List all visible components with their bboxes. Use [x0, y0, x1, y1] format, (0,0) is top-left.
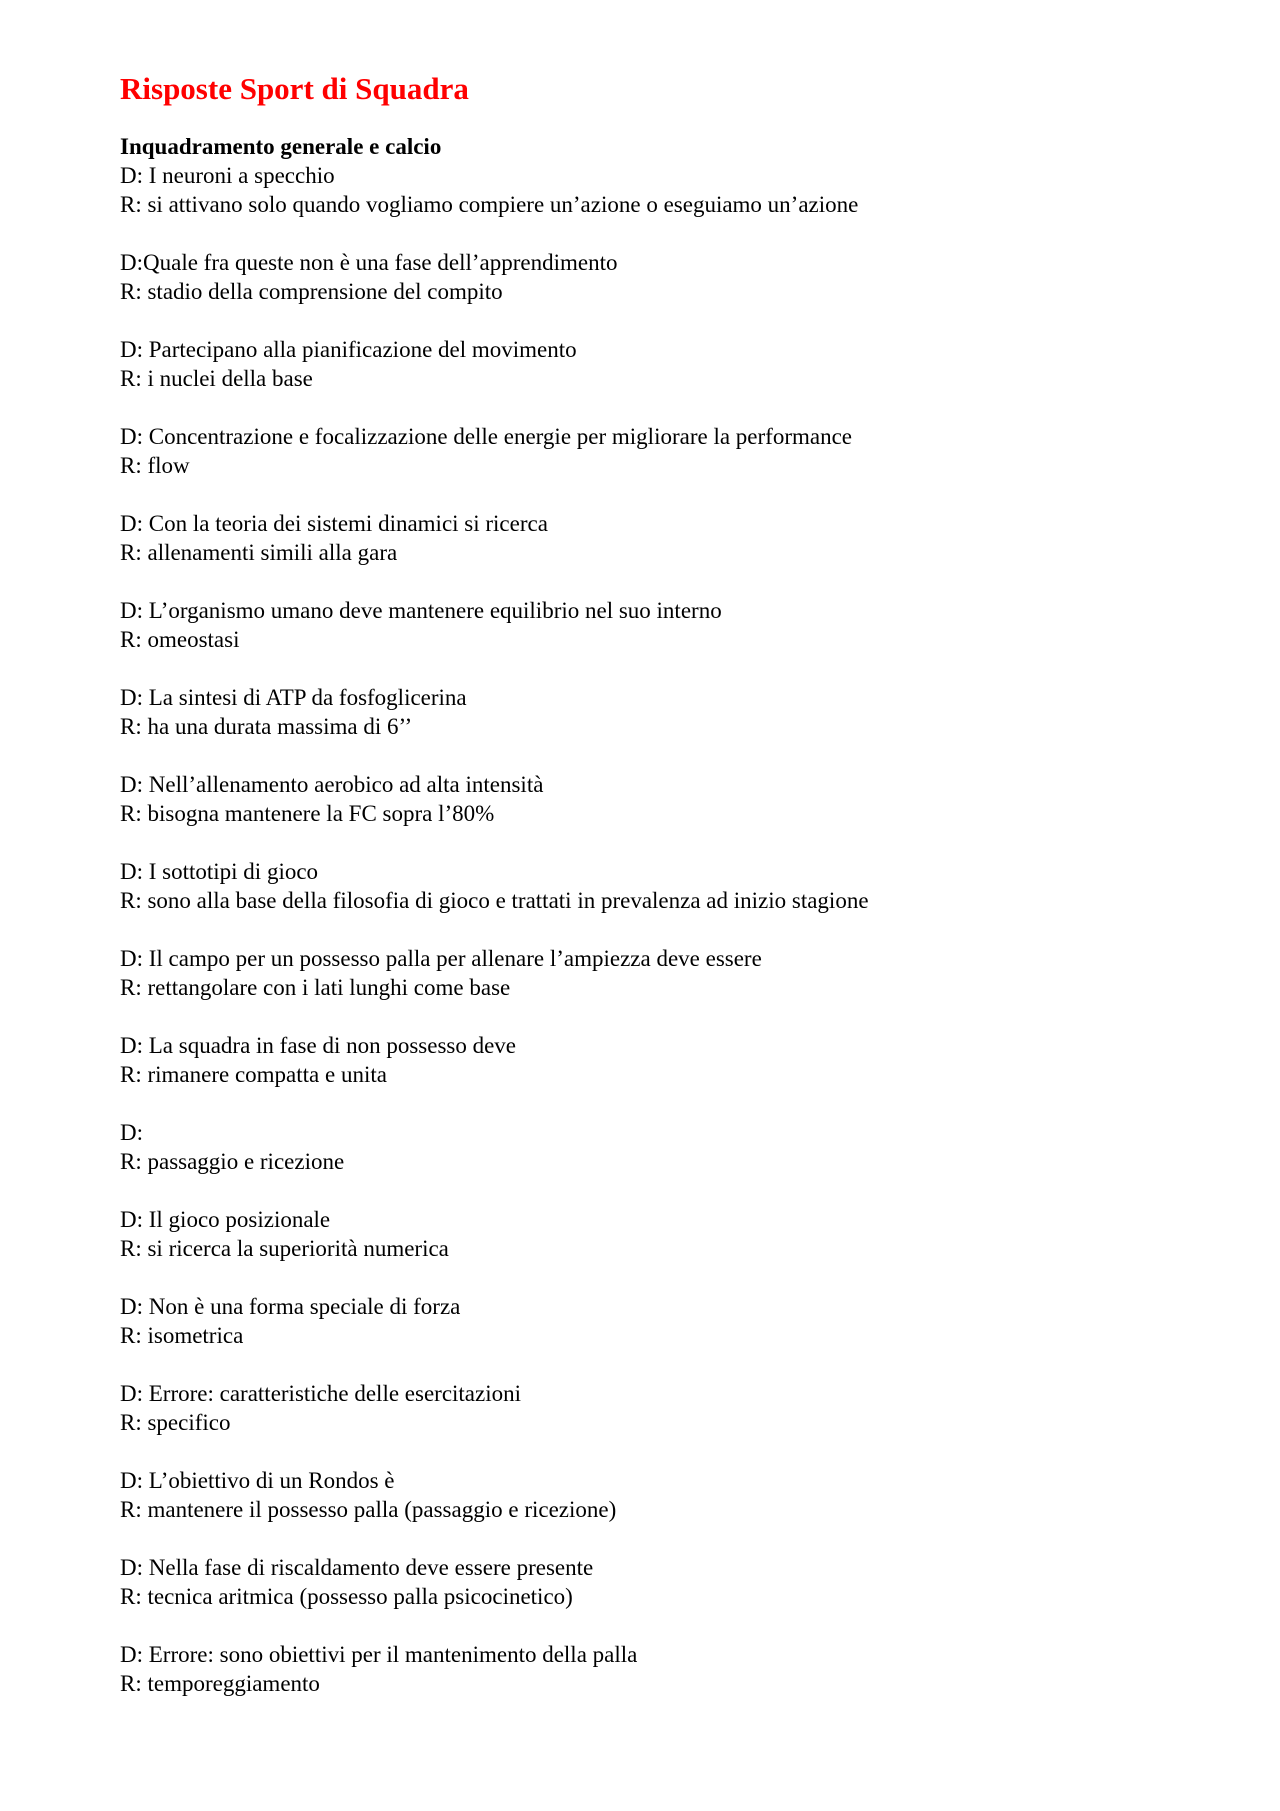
question-text: D: I neuroni a specchio [120, 163, 335, 189]
question-text: D: Concentrazione e focalizzazione delle energie per migliorare la performance [120, 424, 852, 450]
answer-text: R: bisogna mantenere la FC sopra l’80% [120, 801, 495, 827]
question-text: D: Nella fase di riscaldamento deve essere presente [120, 1555, 594, 1581]
qa-pair [120, 248, 1180, 306]
section-heading: Inquadramento generale e calcio [120, 134, 442, 160]
question-text: D: La squadra in fase di non possesso deve [120, 1033, 517, 1059]
question-text: D: Errore: caratteristiche delle esercitazioni [120, 1381, 522, 1407]
qa-pair [120, 596, 1180, 654]
answer-text: R: tecnica aritmica (possesso palla psicocinetico) [120, 1584, 573, 1610]
qa-pair [120, 1118, 1180, 1176]
answer-text: R: specifico [120, 1410, 231, 1436]
answer-text: R: mantenere il possesso palla (passaggio e ricezione) [120, 1497, 617, 1523]
qa-pair [120, 944, 1180, 1002]
answer-text: R: sono alla base della filosofia di gioco e trattati in prevalenza ad inizio stagione [120, 888, 869, 914]
answer-text: R: rettangolare con i lati lunghi come base [120, 975, 511, 1001]
question-text: D: Il campo per un possesso palla per allenare l’ampiezza deve essere [120, 946, 762, 972]
question-text: D: L’organismo umano deve mantenere equilibrio nel suo interno [120, 598, 722, 624]
answer-text: R: isometrica [120, 1323, 244, 1349]
qa-list [120, 161, 1180, 1698]
question-text: D: Partecipano alla pianificazione del movimento [120, 337, 577, 363]
question-text: D: Con la teoria dei sistemi dinamici si ricerca [120, 511, 548, 537]
qa-pair [120, 1379, 1180, 1437]
question-text: D: Non è una forma speciale di forza [120, 1294, 461, 1320]
answer-text: R: i nuclei della base [120, 366, 313, 392]
qa-pair [120, 422, 1180, 480]
answer-text: R: stadio della comprensione del compito [120, 279, 503, 305]
question-text: D: Errore: sono obiettivi per il mantenimento della palla [120, 1642, 638, 1668]
qa-pair [120, 1205, 1180, 1263]
answer-text: R: omeostasi [120, 627, 240, 653]
qa-pair [120, 683, 1180, 741]
qa-pair [120, 1553, 1180, 1611]
document-page [120, 70, 1180, 1727]
question-text: D: [120, 1120, 143, 1146]
qa-pair [120, 335, 1180, 393]
document-title: Risposte Sport di Squadra [120, 71, 469, 106]
question-text: D: I sottotipi di gioco [120, 859, 319, 885]
qa-pair [120, 770, 1180, 828]
question-text: D: Il gioco posizionale [120, 1207, 331, 1233]
qa-pair [120, 161, 1180, 219]
answer-text: R: temporeggiamento [120, 1671, 320, 1697]
qa-pair [120, 1466, 1180, 1524]
qa-pair [120, 857, 1180, 915]
answer-text: R: flow [120, 453, 190, 479]
question-text: D: L’obiettivo di un Rondos è [120, 1468, 395, 1494]
answer-text: R: ha una durata massima di 6’’ [120, 714, 413, 740]
qa-pair [120, 509, 1180, 567]
answer-text: R: rimanere compatta e unita [120, 1062, 387, 1088]
question-text: D: Nell’allenamento aerobico ad alta intensità [120, 772, 544, 798]
answer-text: R: si ricerca la superiorità numerica [120, 1236, 449, 1262]
qa-pair [120, 1292, 1180, 1350]
answer-text: R: passaggio e ricezione [120, 1149, 345, 1175]
qa-pair [120, 1031, 1180, 1089]
answer-text: R: si attivano solo quando vogliamo compiere un’azione o eseguiamo un’azione [120, 192, 859, 218]
question-text: D:Quale fra queste non è una fase dell’apprendimento [120, 250, 618, 276]
answer-text: R: allenamenti simili alla gara [120, 540, 398, 566]
question-text: D: La sintesi di ATP da fosfoglicerina [120, 685, 467, 711]
qa-pair [120, 1640, 1180, 1698]
